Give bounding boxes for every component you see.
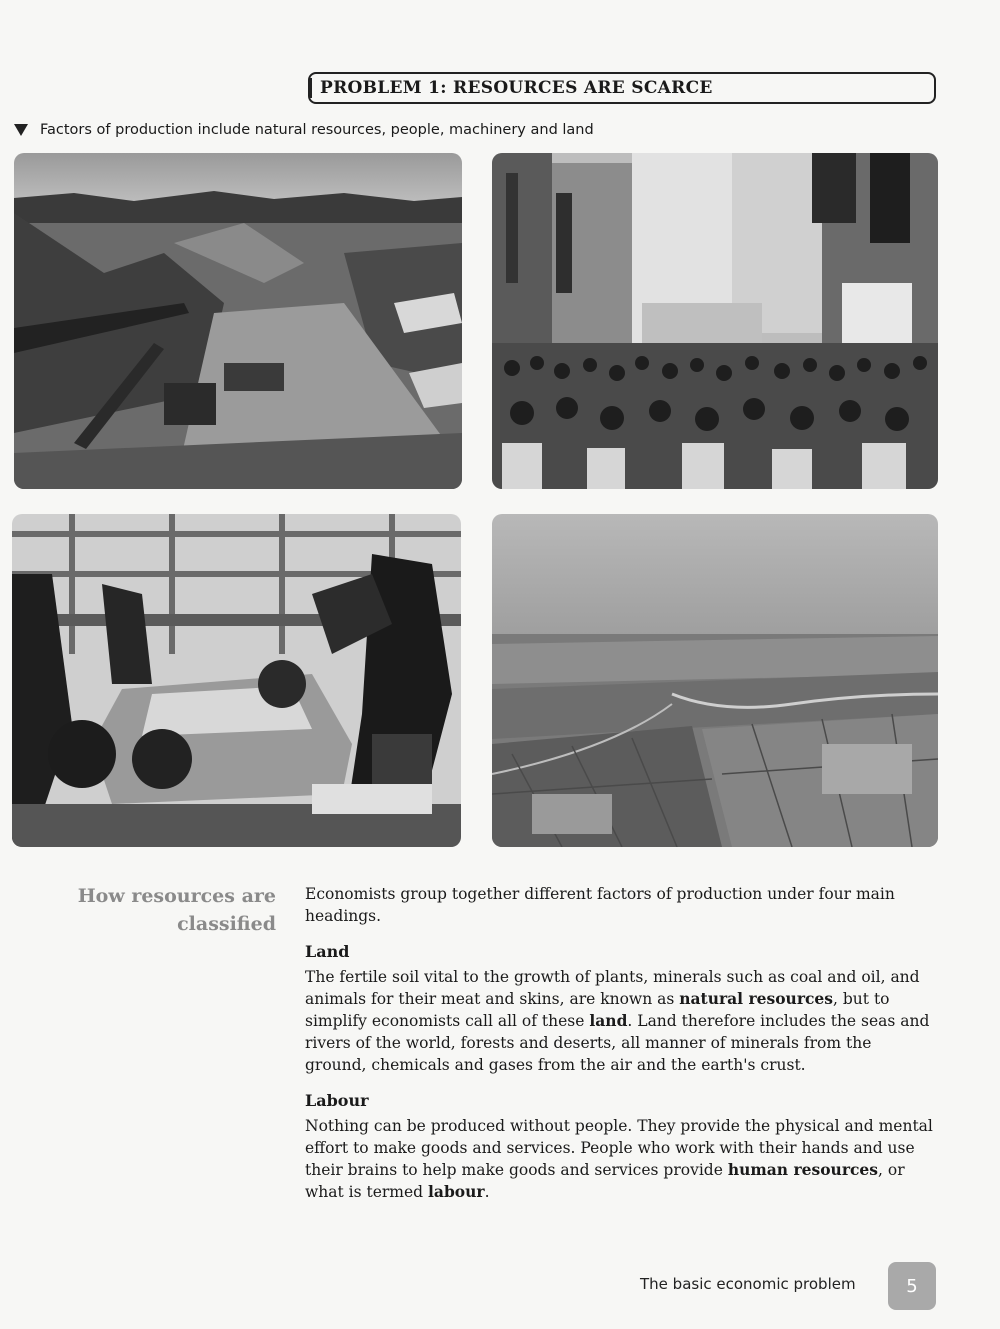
land-text-2: , but to simplify economists call all of these [305, 990, 890, 1030]
labour-paragraph [305, 1115, 935, 1203]
land-heading: Land [305, 942, 350, 961]
photo-crowd [492, 153, 938, 489]
section-banner [308, 72, 936, 104]
section-title: PROBLEM 1: RESOURCES ARE SCARCE [320, 78, 713, 98]
side-heading-line2: classified [177, 913, 276, 935]
triangle-bullet-icon [14, 124, 28, 136]
term-natural-resources: natural resources [679, 989, 834, 1008]
land-text-1: The fertile soil vital to the growth of plants, minerals such as coal and oil, and animals for their meat and skins, are known as [305, 968, 920, 1008]
photo-aerial-land [492, 514, 938, 847]
labour-text-1: Nothing can be produced without people. They provide the physical and mental effort to make goods and services. People who work with their hands and use their brains to help make goods and services provide [305, 1117, 933, 1179]
photo-quarry [14, 153, 462, 489]
labour-text-3: . [484, 1183, 490, 1201]
photo-factory-robots [12, 514, 461, 847]
caption-text: Factors of production include natural resources, people, machinery and land [40, 122, 594, 138]
land-text-3: . Land therefore includes the seas and rivers of the world, forests and deserts, all manner of minerals from the ground, chemicals and gases from the air and the earth's crust. [305, 1012, 930, 1074]
term-human-resources: human resources [727, 1160, 879, 1179]
intro-paragraph: Economists group together different factors of production under four main headings. [305, 885, 895, 925]
side-heading [40, 882, 276, 938]
figure-caption [14, 120, 594, 140]
page-number: 5 [888, 1262, 936, 1310]
term-land: land [589, 1011, 628, 1030]
labour-text-2: , or what is termed [305, 1161, 905, 1201]
labour-heading: Labour [305, 1091, 369, 1110]
footer-chapter-title: The basic economic problem [640, 1275, 856, 1293]
land-paragraph [305, 966, 935, 1076]
term-labour: labour [428, 1182, 485, 1201]
side-heading-line1: How resources are [77, 885, 276, 907]
body-text-column [305, 883, 935, 1203]
